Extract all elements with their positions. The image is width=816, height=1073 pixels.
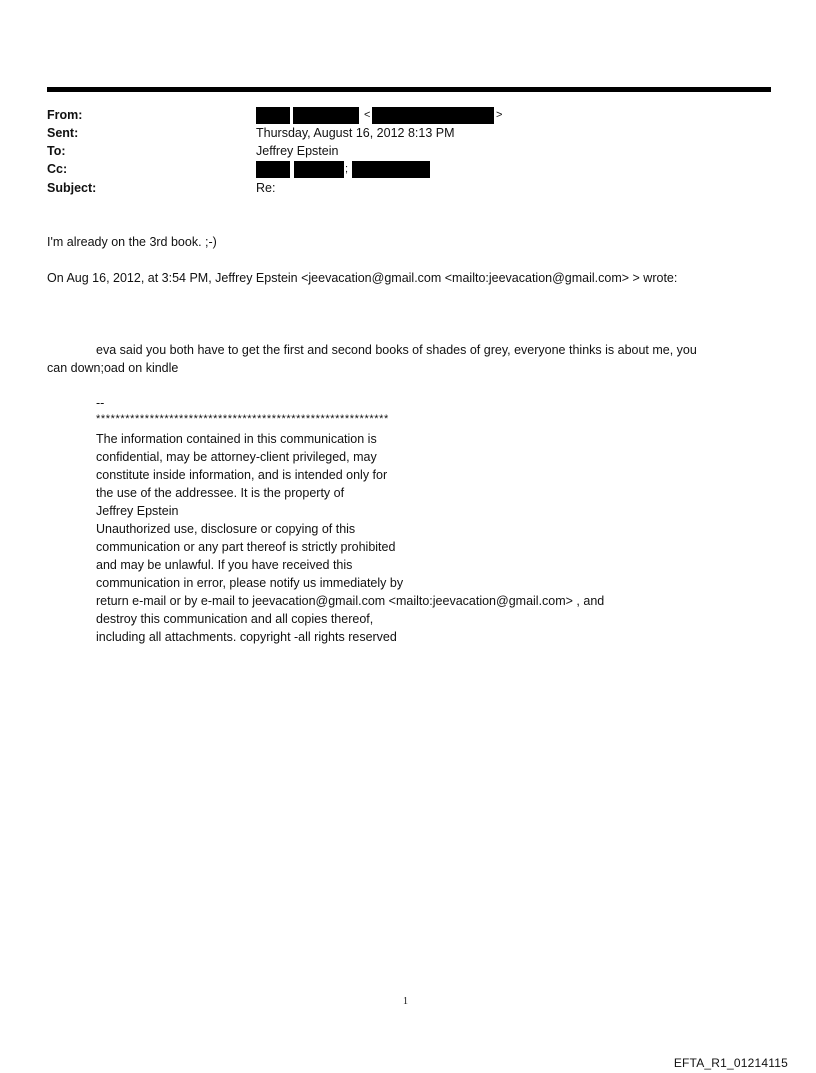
disclaimer-line: Jeffrey Epstein bbox=[96, 504, 179, 518]
quoted-line-2: can down;oad on kindle bbox=[47, 361, 179, 375]
from-redaction-email bbox=[372, 107, 494, 124]
sent-value: Thursday, August 16, 2012 8:13 PM bbox=[256, 126, 455, 140]
bates-number: EFTA_R1_01214115 bbox=[673, 1056, 788, 1070]
disclaimer-line: Unauthorized use, disclosure or copying of this bbox=[96, 522, 356, 536]
subject-value: Re: bbox=[256, 181, 276, 195]
to-value: Jeffrey Epstein bbox=[256, 144, 339, 158]
from-close-bracket: > bbox=[496, 109, 503, 121]
cc-label: Cc: bbox=[47, 162, 68, 176]
cc-redaction-last bbox=[294, 161, 344, 178]
from-redaction-last bbox=[293, 107, 359, 124]
quote-intro: On Aug 16, 2012, at 3:54 PM, Jeffrey Epstein <jeevacation@gmail.com <mailto:jeevacation@gmail.com> > wrote: bbox=[47, 271, 678, 285]
disclaimer-line: constitute inside information, and is intended only for bbox=[96, 468, 388, 482]
signature-stars: ************************************************************ bbox=[96, 413, 389, 425]
from-open-bracket: < bbox=[364, 109, 371, 121]
disclaimer-line: confidential, may be attorney-client privileged, may bbox=[96, 450, 377, 464]
header-rule bbox=[47, 87, 771, 92]
disclaimer-line: and may be unlawful. If you have received this bbox=[96, 558, 353, 572]
reply-line: I'm already on the 3rd book. ;-) bbox=[47, 235, 217, 249]
quoted-line-1: eva said you both have to get the first and second books of shades of grey, everyone thinks is about me, you bbox=[96, 343, 697, 357]
sent-label: Sent: bbox=[47, 126, 79, 140]
cc-redaction-first bbox=[256, 161, 290, 178]
signature-dash: -- bbox=[96, 396, 105, 410]
to-label: To: bbox=[47, 144, 66, 158]
from-redaction-first bbox=[256, 107, 290, 124]
page-number: 1 bbox=[403, 996, 408, 1007]
disclaimer-line: communication or any part thereof is strictly prohibited bbox=[96, 540, 396, 554]
disclaimer-line: destroy this communication and all copies thereof, bbox=[96, 612, 374, 626]
disclaimer-line: including all attachments. copyright -all rights reserved bbox=[96, 630, 397, 644]
disclaimer-line: the use of the addressee. It is the property of bbox=[96, 486, 345, 500]
subject-label: Subject: bbox=[47, 181, 97, 195]
disclaimer-line: return e-mail or by e-mail to jeevacation@gmail.com <mailto:jeevacation@gmail.com> , and bbox=[96, 594, 605, 608]
disclaimer-line: The information contained in this communication is bbox=[96, 432, 377, 446]
disclaimer-line: communication in error, please notify us immediately by bbox=[96, 576, 404, 590]
cc-separator: ; bbox=[345, 163, 349, 175]
cc-redaction-second bbox=[352, 161, 430, 178]
from-label: From: bbox=[47, 108, 83, 122]
